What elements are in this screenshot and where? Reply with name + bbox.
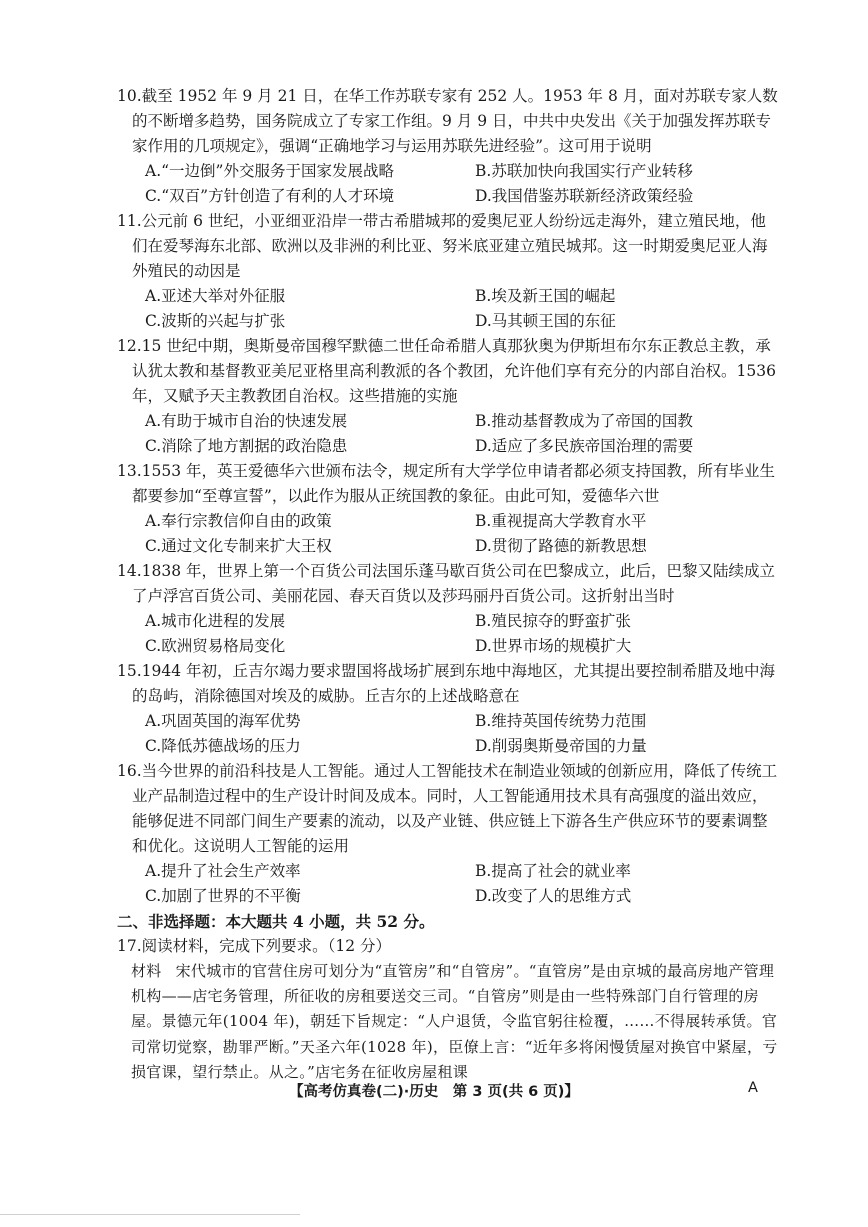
option-a: A.巩固英国的海军优势 [145,712,301,730]
option-b: B.重视提高大学教育水平 [475,512,647,530]
option-c: C.加剧了世界的不平衡 [145,887,301,905]
option-a: A.有助于城市自治的快速发展 [145,412,348,430]
page-content [117,84,781,1085]
option-b: B.殖民掠夺的野蛮扩张 [475,612,631,630]
question-12 [117,334,781,459]
option-d: D.贯彻了路德的新教思想 [475,537,647,555]
question-stem: 13.1553 年，英王爱德华六世颁布法令，规定所有大学学位申请者都必须支持国教，所有毕业生都要参加“至尊宣誓”，以此作为服从正统国教的象征。由此可知，爱德华六世 [117,462,776,505]
question-stem: 15.1944 年初，丘吉尔竭力要求盟国将战场扩展到东地中海地区，尤其提出要控制希腊及地中海的岛屿，消除德国对埃及的威胁。丘吉尔的上述战略意在 [117,662,776,705]
option-b: B.推动基督教成为了帝国的国教 [475,412,693,430]
option-a: A.奉行宗教信仰自由的政策 [145,512,332,530]
question-14 [117,559,781,659]
options [117,159,781,209]
version-label: A [748,1080,758,1096]
material-label: 材料 [131,962,162,980]
question-stem: 16.当今世界的前沿科技是人工智能。通过人工智能技术在制造业领域的创新应用，降低了传统工业产品制造过程中的生产设计时间及成本。同时，人工智能通用技术具有高强度的溢出效应，能够促进不同部门间生产要素的流动，以及产业链、供应链上下游各生产供应环节的要素调整和优化。这说明人工智能的运用 [117,762,778,855]
option-c: C.通过文化专制来扩大王权 [145,537,332,555]
option-b: B.埃及新王国的崛起 [475,287,616,305]
option-d: D.削弱奥斯曼帝国的力量 [475,737,647,755]
options [117,409,781,459]
option-d: D.马其顿王国的东征 [475,312,616,330]
material-passage [117,959,781,1085]
option-c: C.欧洲贸易格局变化 [145,637,286,655]
question-10 [117,84,781,209]
option-d: D.适应了多民族帝国治理的需要 [475,437,694,455]
question-stem: 14.1838 年，世界上第一个百货公司法国乐蓬马歇百货公司在巴黎成立，此后，巴黎又陆续成立了卢浮宫百货公司、美丽花园、春天百货以及莎玛丽丹百货公司。这折射出当时 [117,562,776,605]
options [117,509,781,559]
option-d: D.改变了人的思维方式 [475,887,632,905]
options [117,284,781,334]
question-17 [117,934,781,1085]
option-c: C.波斯的兴起与扩张 [145,312,286,330]
bottom-rule [0,1214,300,1215]
question-stem: 11.公元前 6 世纪，小亚细亚沿岸一带古希腊城邦的爱奥尼亚人纷纷远走海外，建立殖民地，他们在爱琴海东北部、欧洲以及非洲的利比亚、努米底亚建立殖民城邦。这一时期爱奥尼亚人海外殖民的动因是 [117,212,768,280]
option-a: A.亚述大举对外征服 [145,287,286,305]
question-11 [117,209,781,334]
section-heading: 二、非选择题：本大题共 4 小题，共 52 分。 [117,912,435,931]
options [117,609,781,659]
question-16 [117,759,781,909]
option-a: A.城市化进程的发展 [145,612,286,630]
question-stem: 10.截至 1952 年 9 月 21 日，在华工作苏联专家有 252 人。1953 年 8 月，面对苏联专家人数的不断增多趋势，国务院成立了专家工作组。9 月 9 日，中共中央发出《关于加强发挥苏联专家作用的几项规定》，强调“正确地学习与运用苏联先进经验”。这可用于说明 [117,87,778,155]
option-a: A.“一边倒”外交服务于国家发展战略 [145,162,394,180]
question-15 [117,659,781,759]
option-d: D.世界市场的规模扩大 [475,637,632,655]
options [117,859,781,909]
option-c: C.消除了地方割据的政治隐患 [145,437,348,455]
option-d: D.我国借鉴苏联新经济政策经验 [475,187,694,205]
option-a: A.提升了社会生产效率 [145,862,301,880]
option-b: B.苏联加快向我国实行产业转移 [475,162,693,180]
material-text: 宋代城市的官营住房可划分为“直管房”和“自管房”。“直管房”是由京城的最高房地产管理机构——店宅务管理，所征收的房租要送交三司。“自管房”则是由一些特殊部门自行管理的房屋。景德元年(1004 年)，朝廷下旨规定：“人户退赁，令监官躬往检覆，……不得展转承赁。官司常切觉察，勘罪严断。”天圣六年(1028 年)，臣僚上言：“近年多将闲慢赁屋对换官中紧屋，亏损官课，望行禁止。从之。”店宅务在征收房屋租课 [131,962,778,1081]
question-stem: 17.阅读材料，完成下列要求。（12 分） [117,937,392,955]
option-c: C.降低苏德战场的压力 [145,737,301,755]
option-c: C.“双百”方针创造了有利的人才环境 [145,187,395,205]
page-footer: 【高考仿真卷(二)·历史 第 3 页(共 6 页)】 [289,1084,579,1100]
question-13 [117,459,781,559]
question-stem: 12.15 世纪中期，奥斯曼帝国穆罕默德二世任命希腊人真那狄奥为伊斯坦布尔东正教总主教，承认犹太教和基督教亚美尼亚格里高利教派的各个教团，允许他们享有充分的内部自治权。1536 年，又赋予天主教教团自治权。这些措施的实施 [117,337,776,405]
option-b: B.维持英国传统势力范围 [475,712,647,730]
options [117,709,781,759]
option-b: B.提高了社会的就业率 [475,862,631,880]
